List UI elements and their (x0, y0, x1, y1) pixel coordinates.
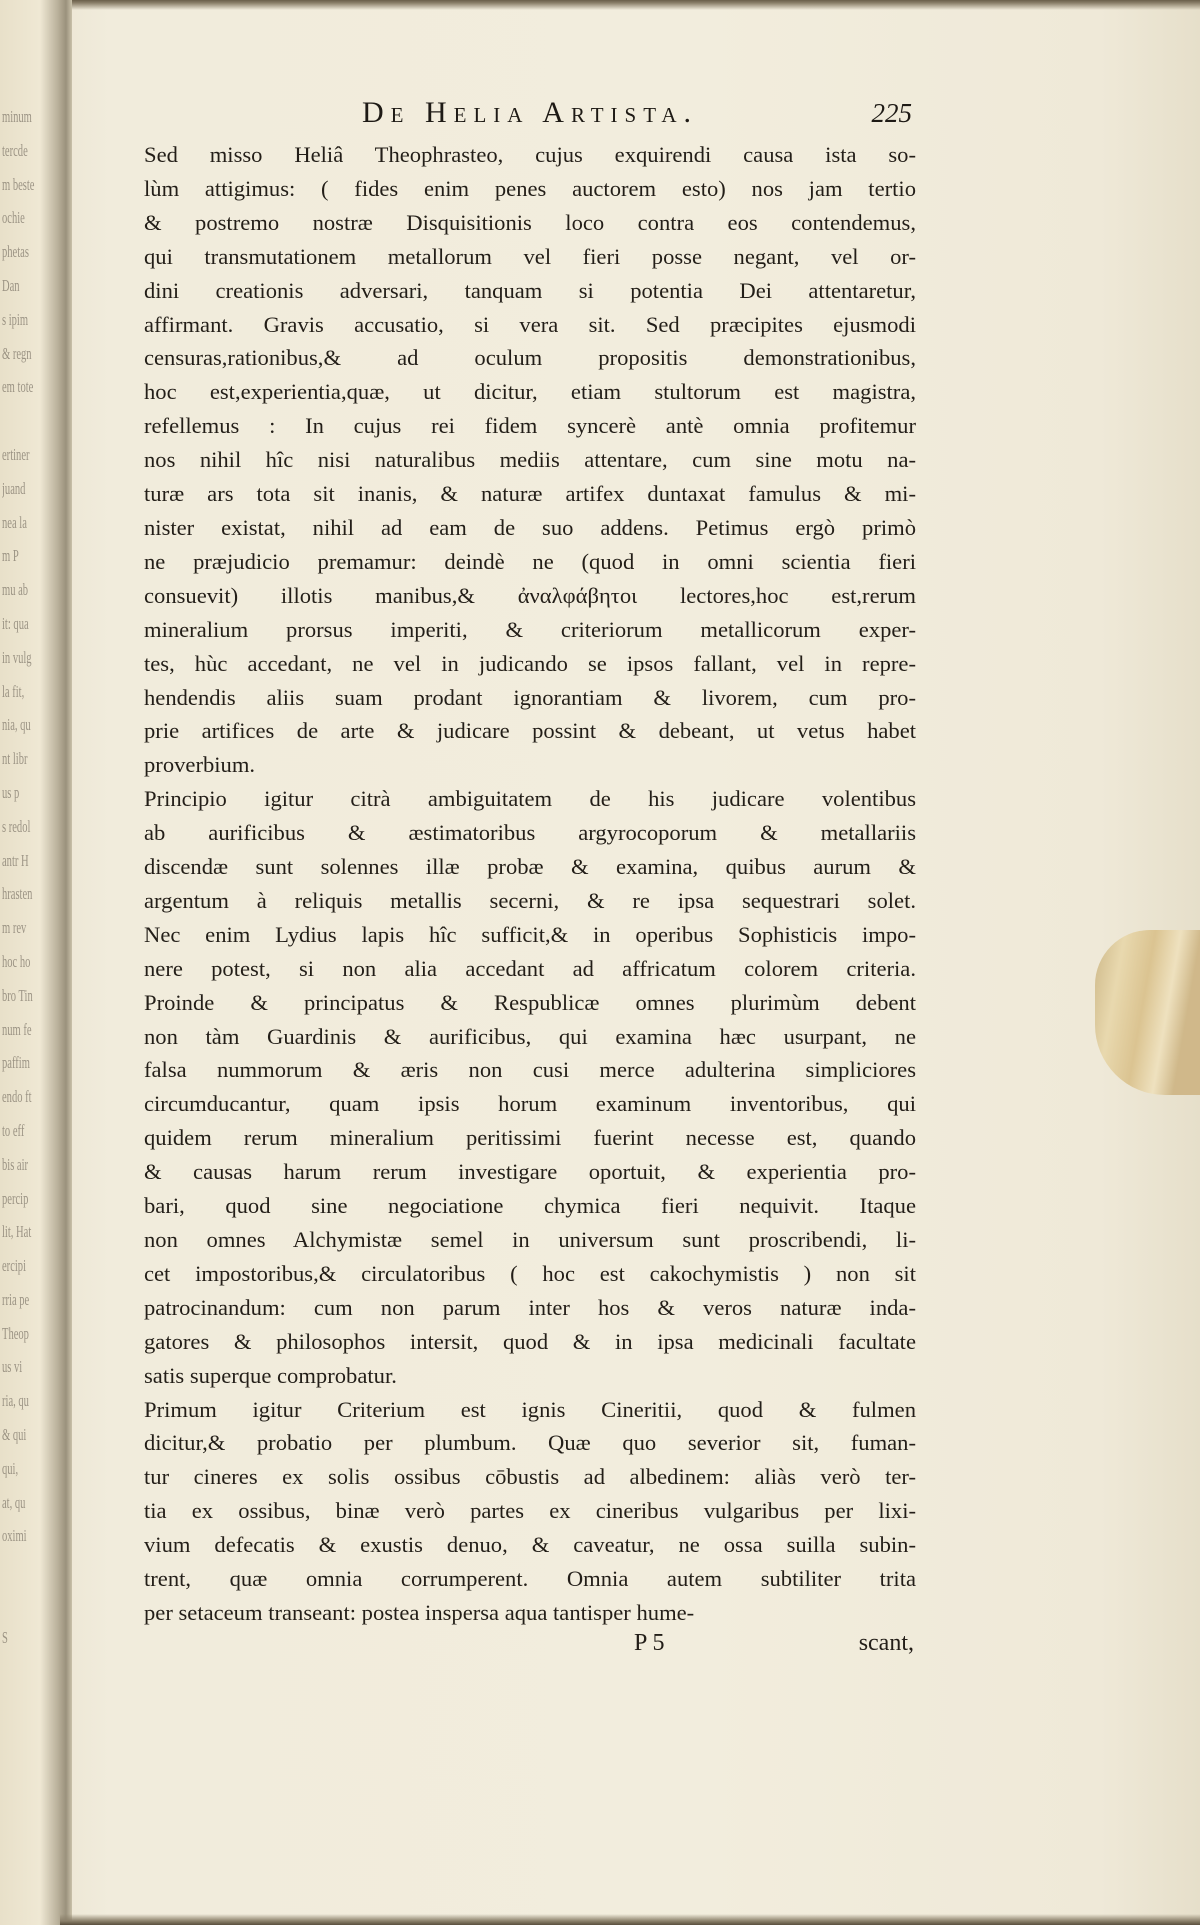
text-line: gatores & philosophos intersit, quod & in ipsa medicinali facultate (144, 1328, 916, 1354)
bleed-fragment: to eff (2, 1120, 25, 1140)
bleed-fragment: s ipim (2, 309, 29, 329)
text-line: & causas harum rerum investigare oportuit, & experientia pro- (144, 1159, 916, 1185)
bleed-fragment: bis air (2, 1154, 29, 1174)
running-title: De Helia Artista. (361, 96, 699, 129)
text-line: cet impostoribus,& circulatoribus ( hoc est cakochymistis ) non sit (144, 1260, 916, 1286)
bleed-fragment (2, 404, 43, 438)
bleed-fragment: ochie (2, 208, 25, 228)
text-line: Nec enim Lydius lapis hîc sufficit,& in operibus Sophisticis impo- (144, 921, 916, 947)
text-line: & postremo nostræ Disquisitionis loco contra eos contendemus, (144, 209, 916, 235)
text-line: non omnes Alchymistæ semel in universum sunt proscribendi, li- (144, 1227, 916, 1252)
text-line: consuevit) illotis manibus,& ἀναλφάβητοι lectores,hoc est,rerum (144, 582, 916, 608)
bleed-fragment (2, 1587, 43, 1621)
paragraph-3 (144, 1393, 916, 1630)
bleed-fragment: m P (2, 546, 19, 566)
paragraph-1 (144, 138, 916, 782)
bleed-fragment: num fe (2, 1019, 32, 1039)
text-line: hoc est,experientia,quæ, ut dicitur, etiam stultorum est magistra, (144, 379, 916, 405)
text-line: bari, quod sine negociatione chymica fieri nequivit. Itaque (144, 1193, 916, 1219)
text-line: non tàm Guardinis & aurificibus, qui examina hæc usurpant, ne (144, 1023, 916, 1049)
bleed-fragment: mu ab (2, 580, 29, 600)
text-line: nos nihil hîc nisi naturalibus mediis attentare, cum sine motu na- (144, 447, 916, 473)
text-line: lùm attigimus: ( fides enim penes auctorem esto) nos jam tertio (144, 175, 916, 201)
bleed-fragment: hrasten (2, 884, 33, 904)
bleed-fragment: ercipi (2, 1256, 26, 1276)
running-head (144, 96, 916, 136)
page-top-edge (68, 0, 1200, 10)
bleed-fragment: & regn (2, 343, 32, 363)
text-line: discendæ sunt solennes illæ probæ & examina, quibus aurum & (144, 854, 916, 880)
bleed-fragment: us vi (2, 1357, 23, 1377)
bleed-fragment: juand (2, 478, 26, 498)
text-line: turæ ars tota sit inanis, & naturæ artifex duntaxat famulus & mi- (144, 481, 916, 507)
text-line: nere potest, si non alia accedant ad affricatum colorem criteria. (144, 955, 916, 981)
bleed-fragment: Theop (2, 1323, 29, 1343)
bleed-fragment: lit, Hat (2, 1222, 32, 1242)
page-footer (144, 1630, 916, 1664)
bleed-fragment: ria, qu (2, 1391, 29, 1411)
text-line: qui transmutationem metallorum vel fieri posse negant, vel or- (144, 243, 916, 269)
paragraph-2 (144, 782, 916, 1392)
text-line: Proinde & principatus & Respublicæ omnes plurimùm debent (144, 989, 916, 1015)
text-line: proverbium. (144, 752, 256, 778)
text-line: dini creationis adversari, tanquam si potentia Dei attentaretur, (144, 277, 916, 303)
bleed-fragment: & qui (2, 1425, 27, 1445)
bleed-fragment: hoc ho (2, 951, 31, 971)
text-line: mineralium prorsus imperiti, & criteriorum metallicorum exper- (144, 616, 916, 642)
text-line: vium defecatis & exustis denuo, & caveatur, ne ossa suilla subin- (144, 1532, 916, 1558)
text-line: trent, quæ omnia corrumperent. Omnia autem subtiliter trita (144, 1566, 916, 1592)
text-line: ab aurificibus & æstimatoribus argyrocoporum & metallariis (144, 820, 916, 846)
page-number: 225 (871, 98, 912, 128)
text-line: tur cineres ex solis ossibus cōbustis ad albedinem: aliàs verò ter- (144, 1464, 916, 1490)
text-line: falsa nummorum & æris non cusi merce adulterina simpliciores (144, 1057, 916, 1083)
bleed-fragment: minum (2, 107, 32, 126)
bleed-fragment (2, 1553, 43, 1587)
text-line: dicitur,& probatio per plumbum. Quæ quo severior sit, fuman- (144, 1430, 916, 1456)
paper-bookmark-strip (1095, 930, 1200, 1095)
text-line: per setaceum transeant: postea inspersa aqua tantisper hume- (144, 1599, 695, 1625)
bleed-fragment: oximi (2, 1526, 27, 1546)
text-line: satis superque comprobatur. (144, 1362, 397, 1388)
text-line: quidem rerum mineralium peritissimi fuerint necesse est, quando (144, 1125, 916, 1151)
text-line: prie artifices de arte & judicare possint & debeant, ut vetus habet (144, 718, 916, 744)
bleed-fragment: Dan (2, 275, 20, 295)
text-line: patrocinandum: cum non parum inter hos & veros naturæ inda- (144, 1294, 916, 1320)
bleed-fragment: s redol (2, 816, 31, 836)
bleed-fragment: rria pe (2, 1289, 30, 1309)
bleed-fragment: nia, qu (2, 715, 31, 735)
bleed-fragment: at, qu (2, 1492, 26, 1512)
bleed-fragment: em tote (2, 377, 34, 397)
text-line: tes, hùc accedant, ne vel in judicando se ipsos fallant, vel in repre- (144, 650, 916, 676)
bleed-fragment: m beste (2, 174, 35, 194)
bleed-fragment: S (2, 1627, 8, 1647)
text-line: circumducantur, quam ipsis horum examinum inventoribus, qui (144, 1091, 916, 1117)
text-line: hendendis aliis suam prodant ignorantiam & livorem, cum pro- (144, 684, 916, 710)
text-line: refellemus : In cujus rei fidem syncerè antè omnia profitemur (144, 413, 916, 439)
text-line: argentum à reliquis metallis secerni, & re ipsa sequestrari solet. (144, 887, 916, 913)
bleed-fragment: phetas (2, 242, 29, 262)
facing-page-bleed-through (2, 100, 43, 1655)
text-line: Principio igitur citrà ambiguitatem de his judicare volentibus (144, 786, 916, 812)
bleed-fragment: endo ft (2, 1087, 32, 1107)
bleed-fragment: bro Tin (2, 985, 33, 1005)
bleed-fragment: ertiner (2, 444, 30, 464)
text-line: ne præjudicio premamur: deindè ne (quod in omni scientia fieri (144, 548, 916, 574)
bleed-fragment: percip (2, 1188, 29, 1208)
bleed-fragment: us p (2, 782, 20, 802)
text-line: censuras,rationibus,& ad oculum propositis demonstrationibus, (144, 345, 916, 371)
printed-page (144, 96, 916, 1664)
page-bottom-edge (60, 1914, 1200, 1925)
bleed-fragment: la fit, (2, 681, 25, 701)
bleed-fragment: paffim (2, 1053, 30, 1073)
text-line: affirmant. Gravis accusatio, si vera sit. Sed præcipites ejusmodi (144, 311, 916, 337)
bleed-fragment: nt libr (2, 749, 28, 769)
text-line: Primum igitur Criterium est ignis Cineritii, quod & fulmen (144, 1396, 916, 1422)
binding-gutter (0, 0, 72, 1925)
text-line: Sed misso Heliâ Theophrasteo, cujus exquirendi causa ista so- (144, 142, 916, 167)
signature-mark: P 5 (634, 1629, 665, 1656)
text-line: nister existat, nihil ad eam de suo addens. Petimus ergò primò (144, 514, 916, 540)
text-line: tia ex ossibus, binæ verò partes ex cineribus vulgaribus per lixi- (144, 1498, 916, 1524)
bleed-fragment: qui, (2, 1458, 19, 1478)
catchword: scant, (858, 1629, 914, 1656)
bleed-fragment: nea la (2, 512, 27, 532)
bleed-fragment: it: qua (2, 613, 29, 633)
bleed-fragment: in vulg (2, 647, 32, 667)
bleed-fragment: m rev (2, 918, 27, 938)
bleed-fragment: tercde (2, 140, 28, 160)
body-text (144, 138, 916, 1630)
bleed-fragment: antr H (2, 850, 29, 870)
